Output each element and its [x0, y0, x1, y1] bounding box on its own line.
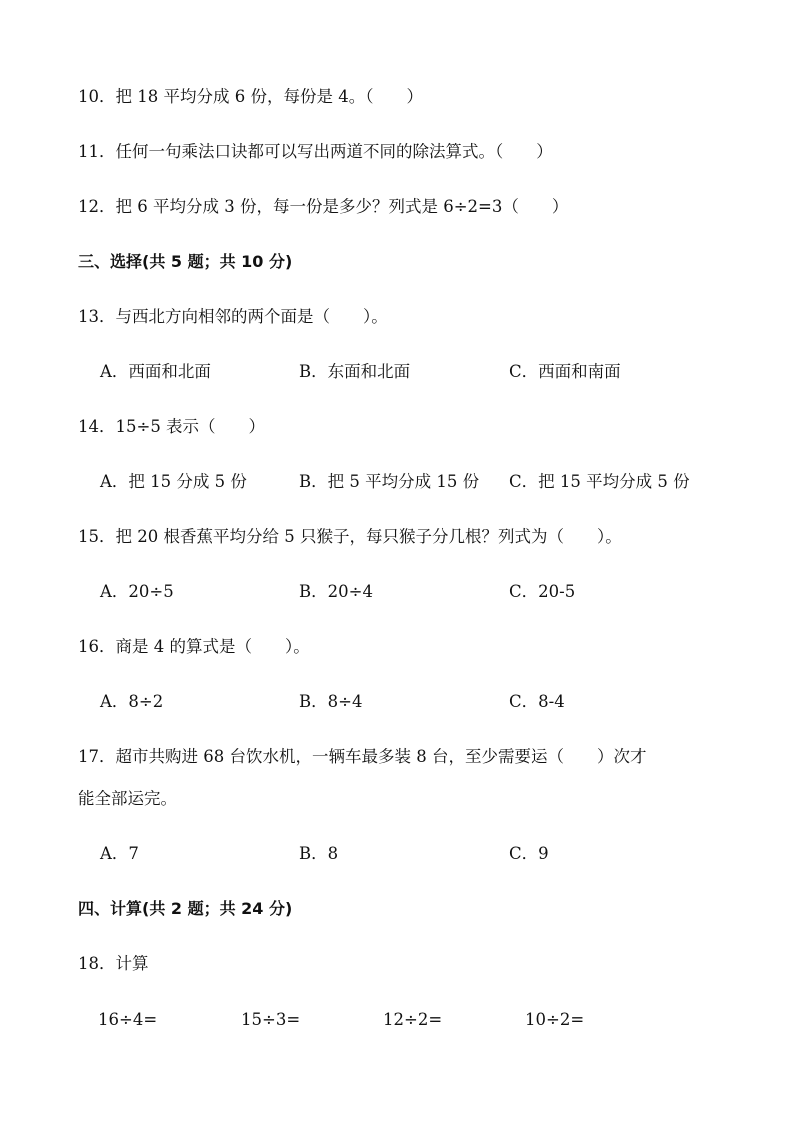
question-10: 10．把 18 平均分成 6 份，每份是 4。（ ）: [78, 87, 423, 106]
question-17-line-2: 能全部运完。: [78, 789, 177, 808]
question-14-option-b: B．把 5 平均分成 15 份: [299, 472, 480, 491]
question-12: 12．把 6 平均分成 3 份，每一份是多少？列式是 6÷2=3（ ）: [78, 197, 569, 216]
question-16-option-b: B．8÷4: [299, 692, 363, 711]
calc-item-1: 16÷4=: [98, 1010, 158, 1029]
question-17-option-a: A．7: [100, 844, 139, 863]
question-17-line-1: 17．超市共购进 68 台饮水机，一辆车最多装 8 台，至少需要运（ ）次才: [78, 747, 647, 766]
calc-item-3: 12÷2=: [383, 1010, 443, 1029]
question-15-option-c: C．20-5: [509, 582, 576, 601]
question-14-option-c: C．把 15 平均分成 5 份: [509, 472, 690, 491]
question-17-option-c: C．9: [509, 844, 549, 863]
question-16-option-c: C．8-4: [509, 692, 565, 711]
calc-item-4: 10÷2=: [525, 1010, 585, 1029]
question-13-option-c: C．西面和南面: [509, 362, 621, 381]
question-14-option-a: A．把 15 分成 5 份: [100, 472, 247, 491]
question-15-option-a: A．20÷5: [100, 582, 174, 601]
question-16-option-a: A．8÷2: [100, 692, 164, 711]
question-17-option-b: B．8: [299, 844, 339, 863]
section-3-heading: 三、选择(共 5 题；共 10 分): [78, 252, 293, 271]
calc-item-2: 15÷3=: [241, 1010, 301, 1029]
question-15: 15．把 20 根香蕉平均分给 5 只猴子，每只猴子分几根？列式为（ ）。: [78, 527, 622, 546]
section-4-heading: 四、计算(共 2 题；共 24 分): [78, 899, 293, 918]
question-13-option-b: B．东面和北面: [299, 362, 411, 381]
question-13: 13．与西北方向相邻的两个面是（ ）。: [78, 307, 388, 326]
question-11: 11．任何一句乘法口诀都可以写出两道不同的除法算式。（ ）: [78, 142, 553, 161]
question-14: 14．15÷5 表示（ ）: [78, 417, 266, 436]
question-15-option-b: B．20÷4: [299, 582, 373, 601]
question-13-option-a: A．西面和北面: [100, 362, 211, 381]
question-18: 18．计算: [78, 954, 149, 973]
question-16: 16．商是 4 的算式是（ ）。: [78, 637, 310, 656]
